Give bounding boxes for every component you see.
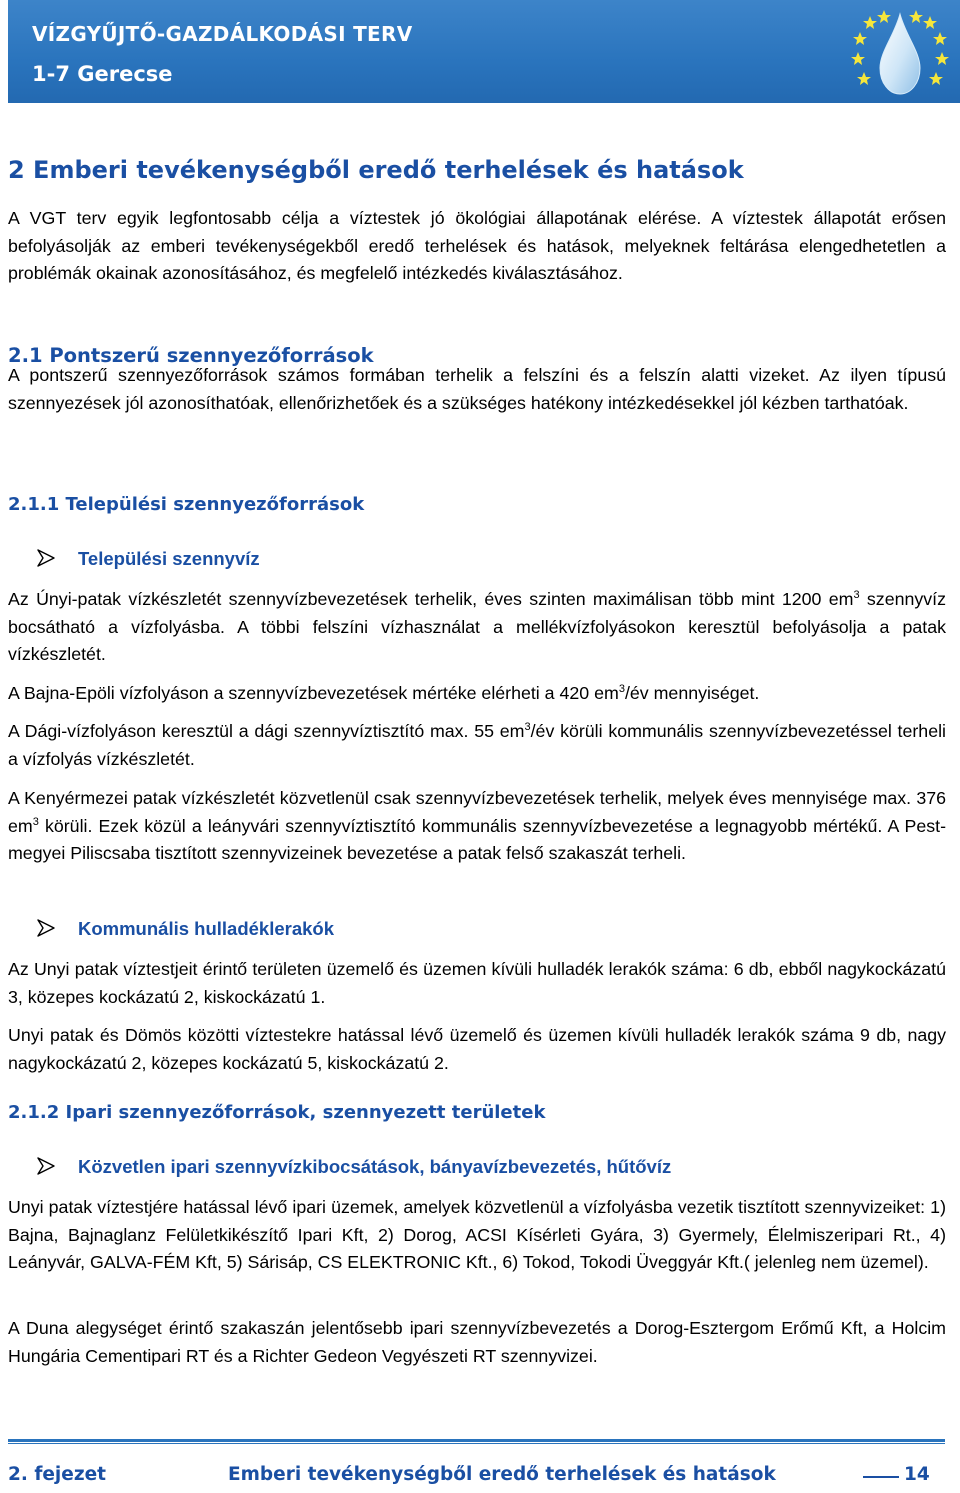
bullet-label: Kommunális hulladéklerakók bbox=[78, 918, 335, 939]
arrowhead-bullet-icon bbox=[36, 919, 56, 937]
paragraph-landfills-unyi: Az Unyi patak víztestjeit érintő területen üzemelő és üzemen kívüli hulladék lerakók száma: 6 db, ebből nagykockázatú 3, közepes kockázatú 2, kiskockázatú 1. bbox=[8, 959, 946, 1007]
footer-rule-thin bbox=[8, 1443, 945, 1444]
paragraph-kenyermezei bbox=[8, 785, 946, 868]
paragraph-dagi bbox=[8, 718, 946, 773]
page-number: 14 bbox=[904, 1464, 930, 1485]
arrowhead-bullet-icon bbox=[36, 549, 56, 567]
paragraph-duna-discharges: A Duna alegységet érintő szakaszán jelentősebb ipari szennyvízbevezetés a Dorog-Esztergom Erőmű Kft, a Holcim Hungária Cementipari RT és a Richter Gedeon Vegyészeti RT szennyvizei. bbox=[8, 1318, 946, 1366]
text-run: /év mennyiséget. bbox=[624, 683, 760, 703]
paragraph-landfills-domos: Unyi patak és Dömös közötti víztestekre hatással lévő üzemelő és üzemen kívüli hulladék lerakók száma 9 db, nagy nagykockázatú 2, közepes kockázatú 5, kiskockázatú 2. bbox=[8, 1025, 946, 1073]
bullet-municipal-landfills bbox=[36, 918, 335, 940]
text-run: /év körüli kommunális szennyvízbevezetéssel terheli a vízfolyás vízkészletét. bbox=[8, 721, 946, 769]
superscript: 3 bbox=[32, 815, 39, 828]
section-2-1-paragraph: A pontszerű szennyezőforrások számos formában terhelik a felszíni és a felszín alatti vizeket. Az ilyen típusú szennyezések jól azonosíthatóak, ellenőrizhetőek és a szükséges hatékony intézkedésekkel jól kézben tarthatóak. bbox=[8, 365, 946, 413]
section-2-1-2-heading: 2.1.2 Ipari szennyezőforrások, szennyezett területek bbox=[8, 1102, 546, 1123]
paragraph-bajna-epoli bbox=[8, 680, 946, 708]
superscript: 3 bbox=[618, 683, 625, 695]
footer-dash bbox=[863, 1476, 899, 1478]
text-run: A Bajna-Epöli vízfolyáson a szennyvízbevezetések mértéke elérheti a 420 em bbox=[8, 683, 619, 703]
bullet-settlement-wastewater bbox=[36, 548, 260, 570]
section-2-1-heading: 2.1 Pontszerű szennyezőforrások bbox=[8, 344, 374, 367]
paragraph-industrial-plants: Unyi patak víztestjére hatással lévő ipari üzemek, amelyek közvetlenül a vízfolyásba vezetik tisztított szennyvizeiket: 1) Bajna, Bajnaglanz Felületkikészítő Ipari Kft, 2) Dorog, ACSI Kísérleti Gyára, 3) Gyermely, Élelmiszeripari Rt., 4) Leányvár, GALVA-FÉM Kft, 5) Sárisáp, CS ELEKTRONIC Kft., 6) Tokod, Tokodi Üveggyár Kft.( jelenleg nem üzemel). bbox=[8, 1197, 946, 1272]
footer-chapter: 2. fejezet bbox=[8, 1464, 106, 1485]
paragraph-unyi-patak bbox=[8, 586, 946, 669]
superscript: 3 bbox=[853, 589, 860, 601]
footer-rule bbox=[8, 1439, 945, 1442]
bullet-label: Települési szennyvíz bbox=[78, 548, 260, 569]
text-run: szennyvíz bocsátható a vízfolyásba. A többi felszíni vízhasználat a mellékvízfolyásokon keresztül befolyásolja a patak vízkészletét. bbox=[8, 589, 946, 664]
text-run: Az Únyi-patak vízkészletét szennyvízbevezetések terhelik, éves szinten maximálisan több mint 1200 em bbox=[8, 589, 854, 609]
text-run: A Kenyérmezei patak vízkészletét közvetlenül csak szennyvízbevezetések terhelik, melyek éves mennyisége max. 376 em bbox=[8, 788, 946, 836]
section-2-1-1-heading: 2.1.1 Települési szennyezőforrások bbox=[8, 494, 365, 515]
bullet-label: Közvetlen ipari szennyvízkibocsátások, bányavízbevezetés, hűtővíz bbox=[78, 1156, 672, 1177]
chapter-intro-paragraph: A VGT terv egyik legfontosabb célja a víztestek jó ökológiai állapotának elérése. A víztestek állapotát erősen befolyásolják az emberi tevékenységekből eredő terhelések és hatások, melyeknek feltárása elengedhetetlen a problémák okainak azonosításához, és megfelelő intézkedés kiválasztásához. bbox=[8, 208, 946, 283]
plan-title: VÍZGYŰJTŐ-GAZDÁLKODÁSI TERV bbox=[32, 22, 413, 46]
footer-title: Emberi tevékenységből eredő terhelések és hatások bbox=[228, 1464, 776, 1485]
document-subtitle: 1-7 Gerecse bbox=[32, 62, 173, 86]
water-drop-eu-stars-logo bbox=[850, 6, 950, 100]
arrowhead-bullet-icon bbox=[36, 1157, 56, 1175]
text-run: A Dági-vízfolyáson keresztül a dági szennyvíztisztító max. 55 em bbox=[8, 721, 525, 741]
superscript: 3 bbox=[524, 721, 531, 733]
page-footer bbox=[8, 1464, 945, 1490]
bullet-industrial-discharges bbox=[36, 1156, 672, 1178]
text-run: körüli. Ezek közül a leányvári szennyvíztisztító kommunális szennyvízbevezetése a legnagyobb mértékű. A Pest-megyei Piliscsaba tisztított szennyvizeinek bevezetése a patak felső szakaszát terheli. bbox=[8, 815, 946, 863]
chapter-heading: 2 Emberi tevékenységből eredő terhelések és hatások bbox=[8, 156, 744, 184]
page-header-band bbox=[8, 0, 960, 103]
water-drop-icon bbox=[880, 14, 920, 94]
